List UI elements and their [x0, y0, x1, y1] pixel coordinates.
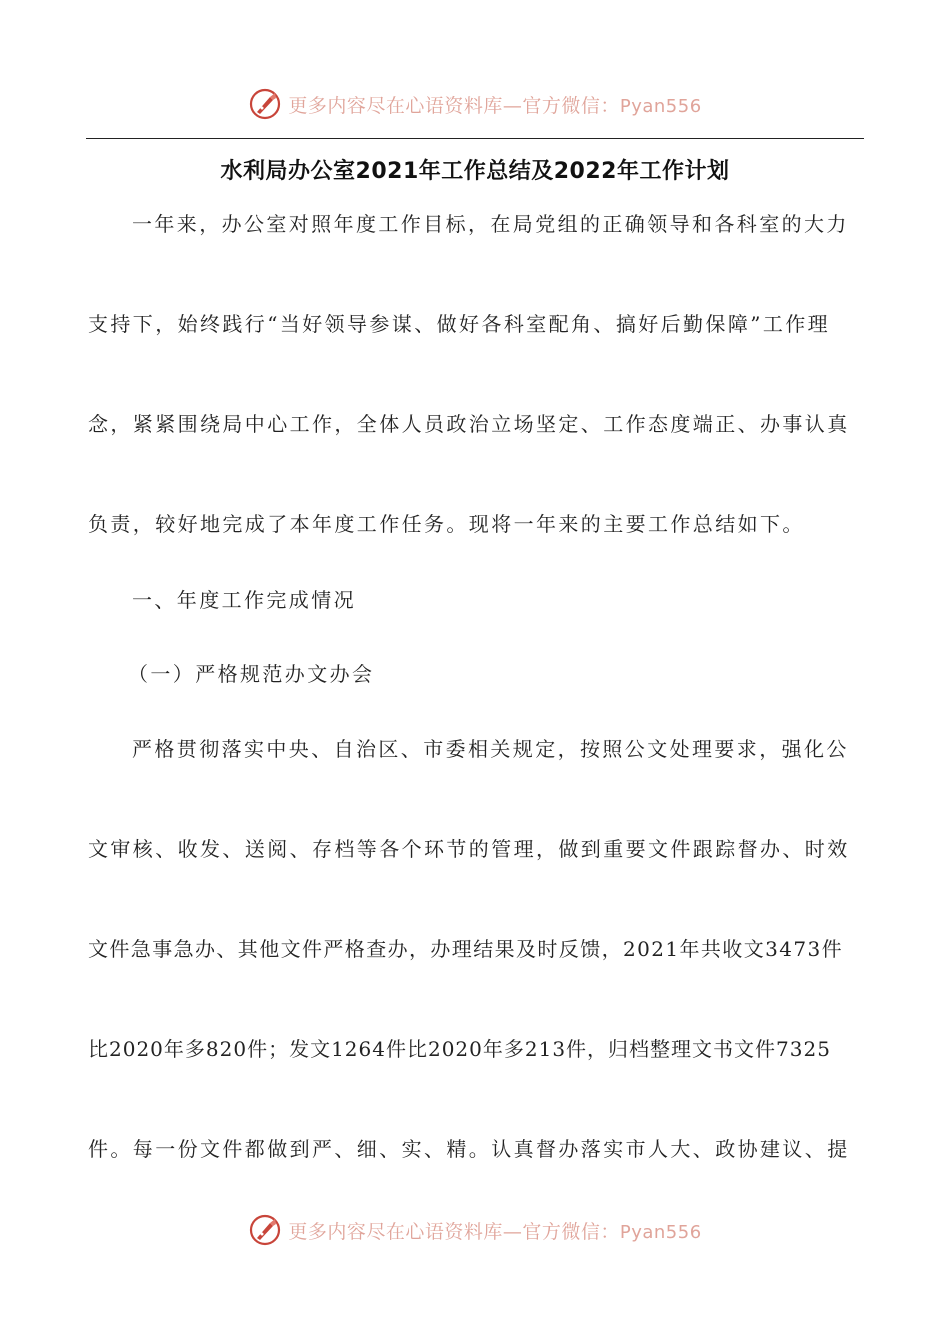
document-title: 水利局办公室2021年工作总结及2022年工作计划	[220, 159, 730, 184]
subsection-heading: （一）严格规范办文办会	[128, 662, 375, 686]
footer-wechat-id: Pyan556	[619, 1221, 702, 1243]
section-heading: 一、年度工作完成情况	[132, 588, 356, 612]
paragraph-line: 文审核、收发、送阅、存档等各个环节的管理，做到重要文件跟踪督办、时效	[88, 837, 850, 861]
header-watermark	[0, 84, 950, 124]
paragraph-line: 严格贯彻落实中央、自治区、市委相关规定，按照公文处理要求，强化公	[132, 737, 849, 761]
paragraph-line: 一年来，办公室对照年度工作目标，在局党组的正确领导和各科室的大力	[132, 212, 849, 236]
footer-banner-text: 更多内容尽在心语资料库—官方微信：Pyan556	[288, 1220, 702, 1243]
pen-nib-logo-icon	[248, 1213, 282, 1247]
paragraph-line: 负责，较好地完成了本年度工作任务。现将一年来的主要工作总结如下。	[88, 512, 805, 536]
paragraph-line: 比2020年多820件；发文1264件比2020年多213件，归档整理文书文件7325	[88, 1037, 831, 1061]
footer-watermark	[0, 1210, 950, 1250]
paragraph-line: 件。每一份文件都做到严、细、实、精。认真督办落实市人大、政协建议、提	[88, 1137, 850, 1161]
paragraph-line: 支持下，始终践行“当好领导参谋、做好各科室配角、搞好后勤保障”工作理	[88, 312, 831, 336]
header-wechat-id: Pyan556	[619, 95, 702, 117]
paragraph-line: 文件急事急办、其他文件严格查办，办理结果及时反馈，2021年共收文3473件	[88, 937, 843, 961]
pen-nib-logo-icon	[248, 87, 282, 121]
paragraph-line: 念，紧紧围绕局中心工作，全体人员政治立场坚定、工作态度端正、办事认真	[88, 412, 850, 436]
header-banner-text: 更多内容尽在心语资料库—官方微信：Pyan556	[288, 94, 702, 117]
header-divider	[86, 138, 864, 139]
